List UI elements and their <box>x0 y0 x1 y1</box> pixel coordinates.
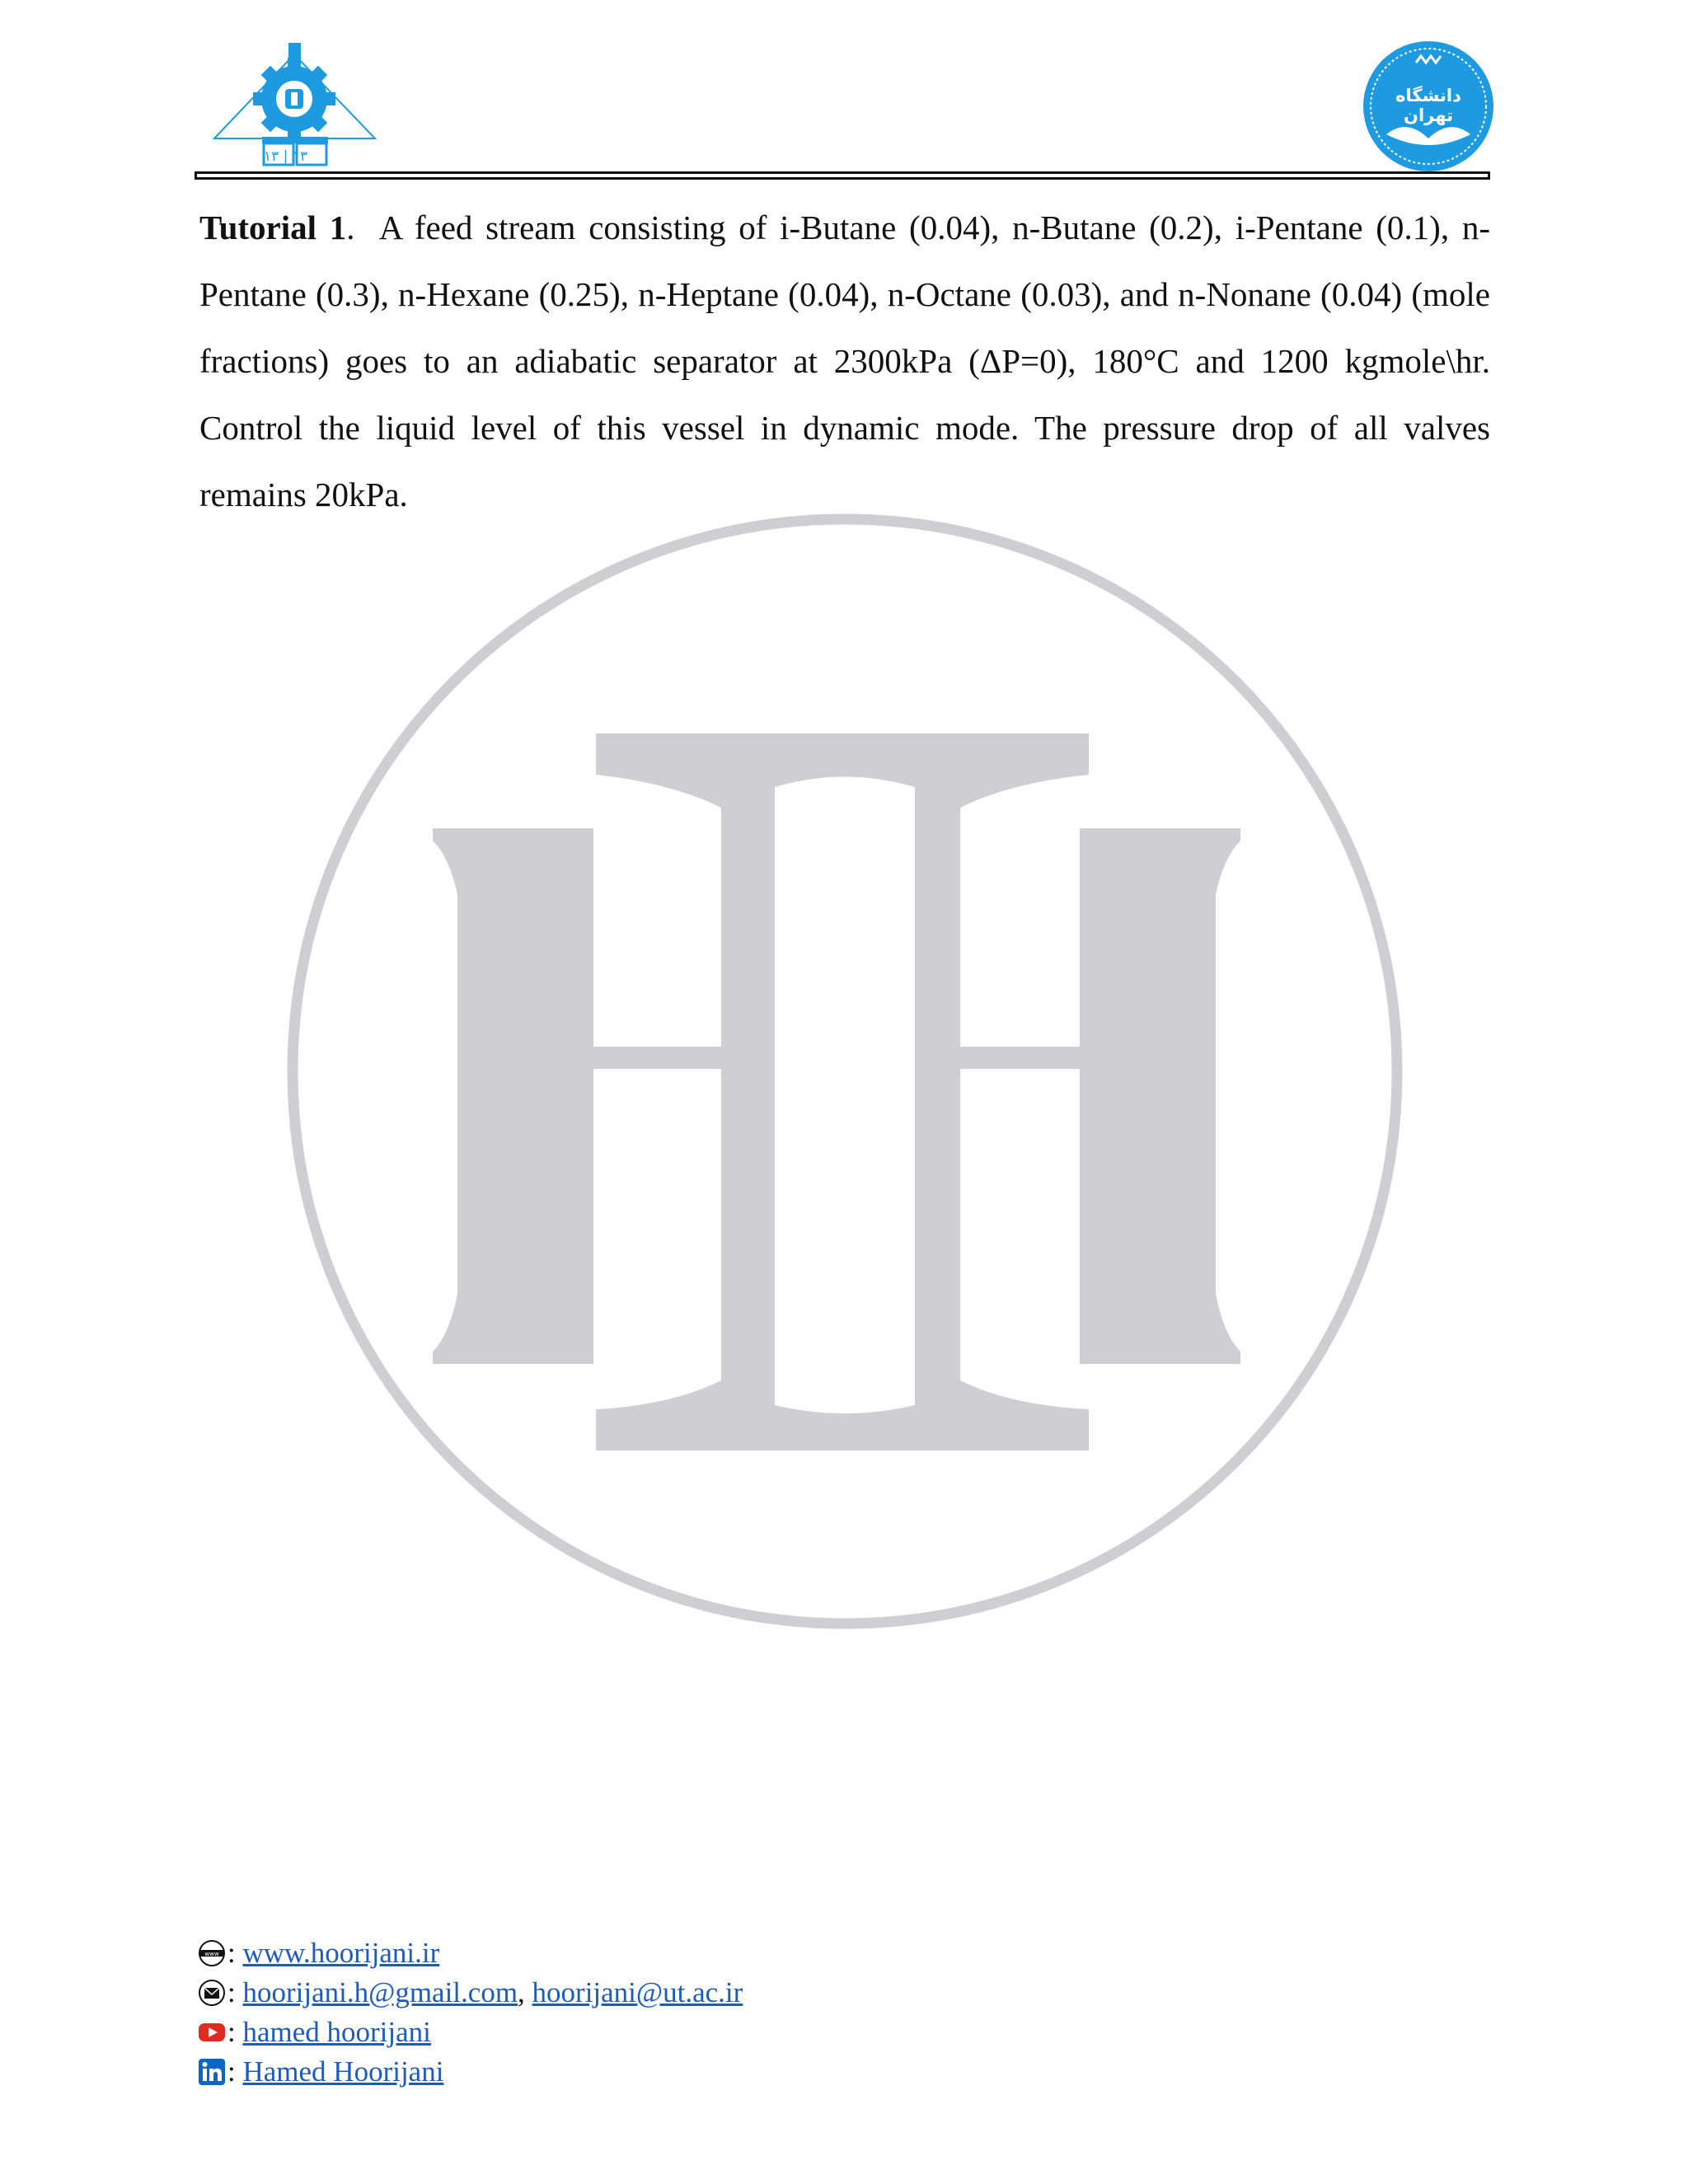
tutorial-text: A feed stream consisting of i-Butane (0.04), n-Butane (0.2), i-Pentane (0.1), n-Pentane (0.3), n-Hexane (0.25), n-Heptane (0.04), n-Octane (0.03), and n-Nonane (0.04) (mole fractions) goes to an adiabatic separator at 2300kPa (ΔP=0), 180°C and 1200 kgmole\hr. Control the liquid level of this vessel in dynamic mode. The pressure drop of all valves remains 20kPa. <box>199 209 1490 513</box>
linkedin-link[interactable]: Hamed Hoorijani <box>242 2055 444 2088</box>
separator: : <box>227 1976 236 2008</box>
seal-text: دانشگاه تهران <box>1395 86 1461 125</box>
tutorial-paragraph <box>199 194 1490 528</box>
contact-list <box>198 1933 743 2092</box>
contact-linkedin <box>198 2052 743 2092</box>
tutorial-label: Tutorial 1 <box>199 209 347 246</box>
tutorial-label-suffix: . <box>346 209 355 246</box>
email-comma: , <box>518 1976 525 2008</box>
youtube-link[interactable]: hamed hoorijani <box>242 2016 431 2048</box>
email-link-secondary[interactable]: hoorijani@ut.ac.ir <box>532 1976 743 2008</box>
contact-website <box>198 1933 743 1973</box>
logo-badge-text: ۱۳ | ۱۳ <box>264 148 308 165</box>
svg-text:www: www <box>204 1951 219 1957</box>
contact-youtube <box>198 2013 743 2052</box>
website-link[interactable]: www.hoorijani.ir <box>242 1937 440 1969</box>
contact-email <box>198 1973 743 2013</box>
separator: : <box>227 2016 236 2048</box>
linkedin-icon <box>198 2058 226 2086</box>
separator: : <box>227 2055 236 2088</box>
separator: : <box>227 1937 236 1969</box>
email-link-primary[interactable]: hoorijani.h@gmail.com <box>242 1976 518 2008</box>
www-icon <box>198 1939 226 1967</box>
header-rule <box>195 171 1490 180</box>
youtube-icon <box>198 2018 226 2046</box>
hh-watermark-logo <box>284 511 1405 1632</box>
envelope-icon <box>198 1979 226 2007</box>
